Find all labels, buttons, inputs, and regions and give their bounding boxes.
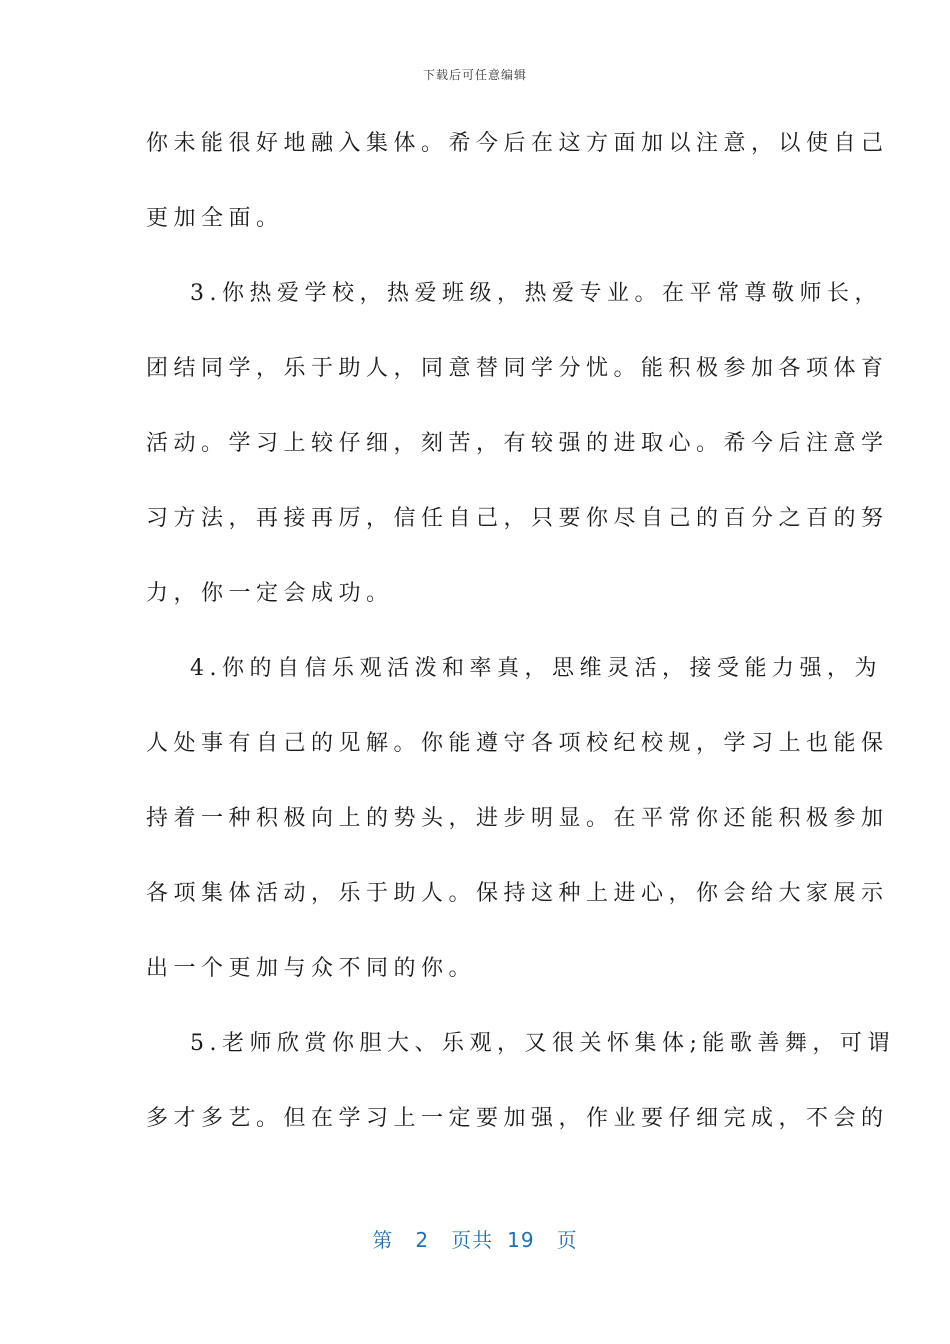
paragraph-start-line: 3.你热爱学校，热爱班级，热爱专业。在平常尊敬师长， bbox=[190, 281, 882, 306]
paragraph-start-line: 4.你的自信乐观活泼和率真，思维灵活，接受能力强，为 bbox=[190, 656, 882, 681]
text-line: 出一个更加与众不同的你。 bbox=[146, 956, 477, 981]
text-line: 人处事有自己的见解。你能遵守各项校纪校规，学习上也能保 bbox=[146, 731, 889, 756]
text-line: 力，你一定会成功。 bbox=[146, 581, 394, 606]
document-body bbox=[146, 122, 895, 1172]
text-line: 习方法，再接再厉，信任自己，只要你尽自己的百分之百的努 bbox=[146, 506, 889, 531]
text-line: 活动。学习上较仔细，刻苦，有较强的进取心。希今后注意学 bbox=[146, 431, 889, 456]
footer-prefix: 第 bbox=[372, 1228, 394, 1252]
text-line: 你未能很好地融入集体。希今后在这方面加以注意，以使自己 bbox=[146, 131, 889, 156]
page-header: 下载后可任意编辑 bbox=[422, 68, 527, 82]
current-page-number: 2 bbox=[415, 1228, 430, 1252]
text-line: 团结同学，乐于助人，同意替同学分忧。能积极参加各项体育 bbox=[146, 356, 889, 381]
text-line: 持着一种积极向上的势头，进步明显。在平常你还能积极参加 bbox=[146, 806, 889, 831]
text-line: 各项集体活动，乐于助人。保持这种上进心，你会给大家展示 bbox=[146, 881, 889, 906]
footer-suffix: 页 bbox=[556, 1228, 578, 1252]
text-line: 更加全面。 bbox=[146, 206, 284, 231]
paragraph-start-line: 5.老师欣赏你胆大、乐观，又很关怀集体;能歌善舞，可谓 bbox=[190, 1031, 895, 1056]
footer-middle: 页共 bbox=[451, 1228, 494, 1252]
text-line: 多才多艺。但在学习上一定要加强，作业要仔细完成，不会的 bbox=[146, 1106, 889, 1131]
total-pages-number: 19 bbox=[507, 1228, 535, 1252]
page-footer bbox=[0, 1224, 950, 1253]
